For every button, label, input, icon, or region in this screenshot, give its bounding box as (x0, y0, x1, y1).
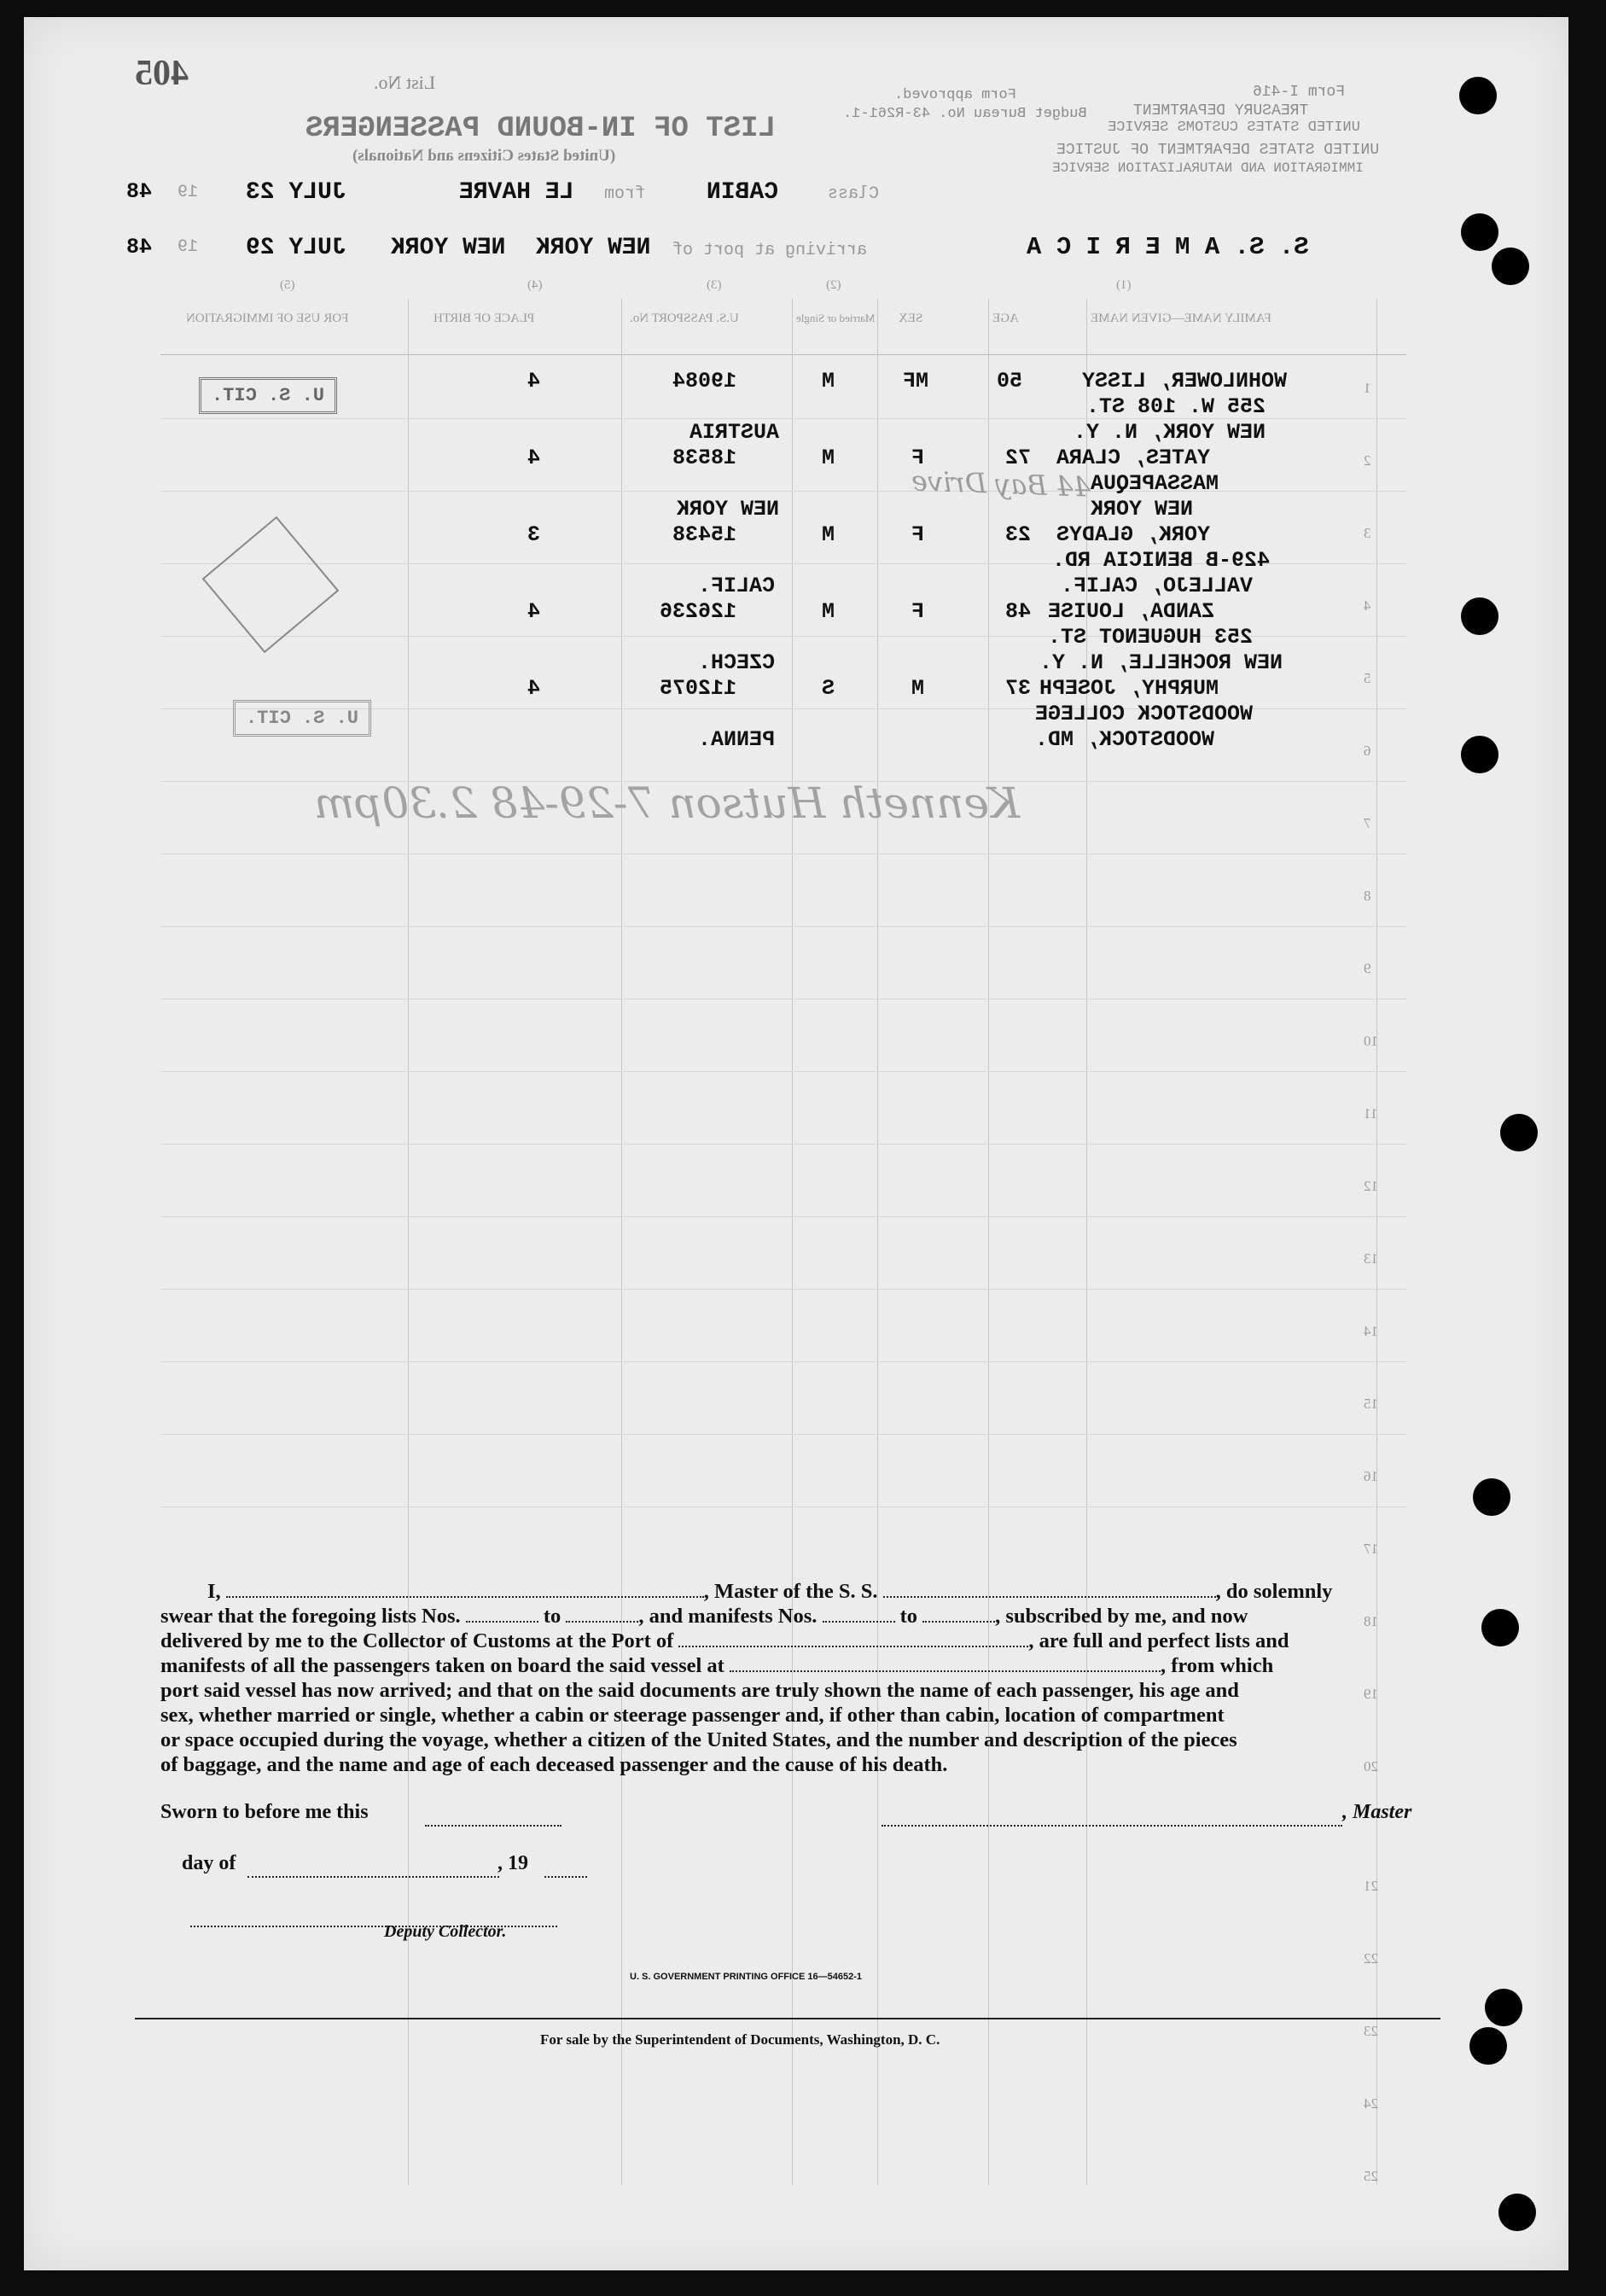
justice-dept: UNITED STATES DEPARTMENT OF JUSTICE (1056, 142, 1380, 159)
grid-line (792, 299, 793, 2185)
passenger-name: YORK, GLADYS (1056, 522, 1211, 547)
passenger-address: WOODSTOCK COLLEGE (1035, 702, 1254, 726)
binder-hole (1459, 77, 1497, 114)
passenger-marital: M (822, 446, 835, 470)
form-number: Form I-416 (1253, 84, 1346, 101)
passenger-sex: MF (903, 369, 929, 393)
passenger-code: 4 (527, 676, 541, 701)
oath-text: delivered by me to the Collector of Customs at the Port of (160, 1629, 674, 1652)
passenger-age: 48 (1005, 599, 1032, 624)
deputy-collector-label: Deputy Collector. (384, 1922, 507, 1941)
footer-rule (135, 2018, 1440, 2019)
binder-hole (1469, 2027, 1507, 2065)
col-head-sex: SEX (899, 312, 923, 325)
passenger-address: NEW ROCHELLE, N. Y. (1039, 650, 1283, 675)
customs-service: UNITED STATES CUSTOMS SERVICE (1108, 119, 1360, 136)
grid-line (408, 299, 409, 2185)
passenger-age: 37 (1005, 676, 1032, 701)
col-num-2: (2) (826, 278, 841, 292)
citizen-stamp: U. S. CIT. (199, 377, 337, 414)
oath-text: to (543, 1605, 562, 1628)
passenger-passport: 15438 (672, 522, 737, 547)
oath-text: , and manifests Nos. (638, 1605, 818, 1628)
passenger-age: 23 (1005, 522, 1032, 547)
passenger-address: NEW YORK, N. Y. (1074, 420, 1266, 445)
sworn-label: Sworn to before me this (160, 1801, 369, 1823)
oath-text: swear that the foregoing lists Nos. (160, 1605, 461, 1628)
year-prefix: , 19 (498, 1852, 528, 1874)
stamp-mark (202, 516, 340, 654)
passenger-address: 253 HUGUENOT ST. (1048, 625, 1254, 650)
row-number: 6 (1364, 743, 1371, 759)
row-number: 18 (1364, 1613, 1378, 1629)
list-to-field[interactable] (566, 1605, 638, 1623)
oath-text: sex, whether married or single, whether a cabin or steerage passenger and, if other than cabin, location of compartment (160, 1704, 1225, 1727)
binder-hole (1473, 1478, 1510, 1516)
row-number: 14 (1364, 1323, 1378, 1339)
grid-line (160, 354, 1406, 355)
passenger-address: 255 W. 108 ST. (1086, 394, 1266, 419)
row-number: 17 (1364, 1541, 1378, 1557)
passenger-birthplace: NEW YORK (677, 497, 780, 522)
row-number: 21 (1364, 1878, 1378, 1894)
oath-text: , subscribed by me, and now (995, 1605, 1248, 1628)
manifest-from-field[interactable] (823, 1605, 895, 1623)
handwritten-annotation: 44 Bay Drive (911, 464, 1091, 504)
grid-line (621, 299, 622, 2185)
manifest-to-field[interactable] (922, 1605, 995, 1623)
passenger-birthplace: CZECH. (698, 650, 776, 675)
grid-line (160, 1216, 1406, 1217)
passenger-name: ZANDA, LOUISE (1048, 599, 1215, 624)
vessel-name-field[interactable] (883, 1581, 1216, 1598)
row-number: 15 (1364, 1396, 1378, 1412)
oath-text: or space occupied during the voyage, whether a citizen of the United States, and the number and description of the pieces (160, 1728, 1237, 1751)
row-number: 9 (1364, 960, 1371, 976)
manifest-sheet (24, 17, 1568, 2270)
col-num-1: (1) (1116, 278, 1132, 292)
passenger-birthplace: AUSTRIA (690, 420, 780, 445)
passenger-age: 72 (1005, 446, 1032, 470)
oath-text: port said vessel has now arrived; and that on the said documents are truly shown the name of each passenger, his age and (160, 1679, 1239, 1702)
row-number: 5 (1364, 670, 1371, 686)
sworn-day-field[interactable] (425, 1809, 562, 1827)
row-number: 7 (1364, 815, 1371, 831)
col-head-ms: Married or Single (796, 312, 876, 324)
master-signature-field[interactable] (882, 1809, 1342, 1827)
class-value: CABIN (707, 179, 779, 206)
form-subtitle: (United States Citizens and Nationals) (352, 147, 616, 165)
passenger-address: WOODSTOCK, MD. (1035, 727, 1215, 752)
passenger-passport: 19084 (672, 369, 737, 393)
binder-hole (1500, 1114, 1538, 1151)
passenger-address: 429-B BENICIA RD. (1052, 548, 1271, 573)
passenger-marital: M (822, 599, 835, 624)
binder-hole (1461, 736, 1498, 773)
grid-line (160, 491, 1406, 492)
oath-text: manifests of all the passengers taken on board the said vessel at (160, 1654, 724, 1677)
grid-line (160, 1144, 1406, 1145)
oath-text: , are full and perfect lists and (1028, 1629, 1289, 1652)
inspector-signature: Kenneth Hutson 7-29-48 2.30pm (314, 778, 1021, 828)
row-number: 25 (1364, 2168, 1378, 2184)
sail-date: JULY 23 (246, 179, 346, 206)
col-head-age: AGE (992, 312, 1019, 325)
col-num-3: (3) (707, 278, 722, 292)
binder-hole (1485, 1989, 1522, 2026)
col-num-4: (4) (527, 278, 543, 292)
master-label: , Master (1342, 1801, 1412, 1823)
passenger-birthplace: PENNA. (698, 727, 776, 752)
passenger-sex: F (911, 446, 925, 470)
oath-text: , do solemnly (1215, 1580, 1333, 1603)
row-number: 22 (1364, 1950, 1378, 1967)
passenger-address: MASSAPEQUA (1091, 471, 1219, 496)
page-stamp: 405 (135, 54, 189, 93)
row-number: 2 (1364, 452, 1371, 469)
passenger-sex: F (911, 599, 925, 624)
sale-notice: For sale by the Superintendent of Documents, Washington, D. C. (540, 2031, 940, 2048)
from-label: from (604, 184, 646, 204)
passenger-passport: 112075 (660, 676, 737, 701)
class-label: Class (828, 184, 880, 204)
passenger-marital: M (822, 369, 835, 393)
list-from-field[interactable] (466, 1605, 538, 1623)
oath-text: , from which (1160, 1654, 1274, 1677)
arriving-label: arriving at port of (672, 241, 868, 260)
passenger-address: NEW YORK (1091, 497, 1194, 522)
from-port: LE HAVRE (459, 179, 574, 206)
budget-approval: Budget Bureau No. 43-R261-1. (843, 106, 1087, 122)
col-head-name: FAMILY NAME—GIVEN NAME (1091, 312, 1271, 325)
binder-hole (1498, 2194, 1536, 2231)
col-num-5: (5) (280, 278, 295, 292)
row-number: 20 (1364, 1758, 1378, 1774)
year-field[interactable] (544, 1861, 587, 1878)
day-of-label: day of (182, 1852, 236, 1874)
binder-hole (1481, 1609, 1519, 1646)
departure-port-field[interactable] (730, 1655, 1161, 1672)
grid-line (988, 299, 989, 2185)
gpo-line: U. S. GOVERNMENT PRINTING OFFICE 16—54652-1 (630, 1972, 863, 1982)
row-number: 11 (1364, 1105, 1378, 1122)
row-number: 13 (1364, 1250, 1378, 1267)
oath-text: I, (207, 1580, 221, 1603)
grid-line (877, 299, 878, 2185)
grid-line (160, 1434, 1406, 1435)
grid-line (160, 1506, 1406, 1507)
row-number: 23 (1364, 2023, 1378, 2039)
approval-label: Form approved. (894, 87, 1016, 103)
list-no-label: List No. (374, 72, 436, 93)
citizen-stamp: U. S. CIT. (233, 700, 371, 737)
passenger-age: 50 (997, 369, 1023, 393)
grid-line (160, 926, 1406, 927)
oath-text: , Master of the S. S. (703, 1580, 878, 1603)
arrival-date: JULY 29 (246, 235, 346, 261)
grid-line (160, 1289, 1406, 1290)
row-number: 1 (1364, 380, 1371, 396)
binder-hole (1461, 213, 1498, 251)
row-number: 12 (1364, 1178, 1378, 1194)
col-head-immigration: FOR USE OF IMMIGRATION (186, 312, 349, 325)
grid-line (160, 1361, 1406, 1362)
passenger-name: YATES, CLARA (1056, 446, 1211, 470)
passenger-marital: M (822, 522, 835, 547)
row-number: 24 (1364, 2095, 1378, 2112)
sail-nineteen: 19 (177, 183, 199, 202)
col-head-birth: PLACE OF BIRTH (434, 312, 535, 325)
form-title: LIST OF IN-BOUND PASSENGERS (305, 113, 776, 145)
passenger-code: 4 (527, 446, 541, 470)
passenger-passport: 18538 (672, 446, 737, 470)
passenger-code: 4 (527, 369, 541, 393)
passenger-sex: F (911, 522, 925, 547)
row-number: 19 (1364, 1686, 1378, 1702)
row-number: 16 (1364, 1468, 1378, 1484)
arrival-port: NEW YORK (536, 235, 651, 261)
row-number: 8 (1364, 888, 1371, 904)
arrival-port-repeat: NEW YORK (391, 235, 506, 261)
port-field[interactable] (678, 1630, 1028, 1647)
col-head-passport: U.S. PASSPORT No. (630, 312, 739, 325)
passenger-code: 4 (527, 599, 541, 624)
passenger-name: WOHNLOWER, LISSY (1082, 369, 1288, 393)
grid-line (1376, 299, 1377, 2185)
arrival-nineteen: 19 (177, 237, 199, 257)
sail-year: 48 (126, 179, 153, 204)
binder-hole (1461, 597, 1498, 635)
ins-service: IMMIGRATION AND NATURALIZATION SERVICE (1052, 160, 1364, 176)
master-oath (160, 1579, 1440, 1777)
arrival-year: 48 (126, 235, 153, 259)
passenger-code: 3 (527, 522, 541, 547)
row-number: 10 (1364, 1033, 1378, 1049)
oath-text: to (899, 1605, 918, 1628)
treasury-dept: TREASURY DEPARTMENT (1133, 102, 1309, 119)
passenger-address: VALLEJO, CALIF. (1061, 574, 1254, 598)
passenger-sex: M (911, 676, 925, 701)
row-number: 4 (1364, 597, 1371, 614)
row-number: 3 (1364, 525, 1371, 541)
month-field[interactable] (247, 1861, 499, 1878)
ship-name: S. S. A M E R I C A (1027, 233, 1309, 261)
grid-line (160, 1071, 1406, 1072)
passenger-name: MURPHY, JOSEPH (1039, 676, 1219, 701)
binder-hole (1492, 248, 1529, 285)
master-name-field[interactable] (226, 1581, 704, 1598)
passenger-birthplace: CALIF. (698, 574, 776, 598)
oath-text: of baggage, and the name and age of each deceased passenger and the cause of his death. (160, 1753, 948, 1776)
passenger-passport: 126236 (660, 599, 737, 624)
passenger-marital: S (822, 676, 835, 701)
